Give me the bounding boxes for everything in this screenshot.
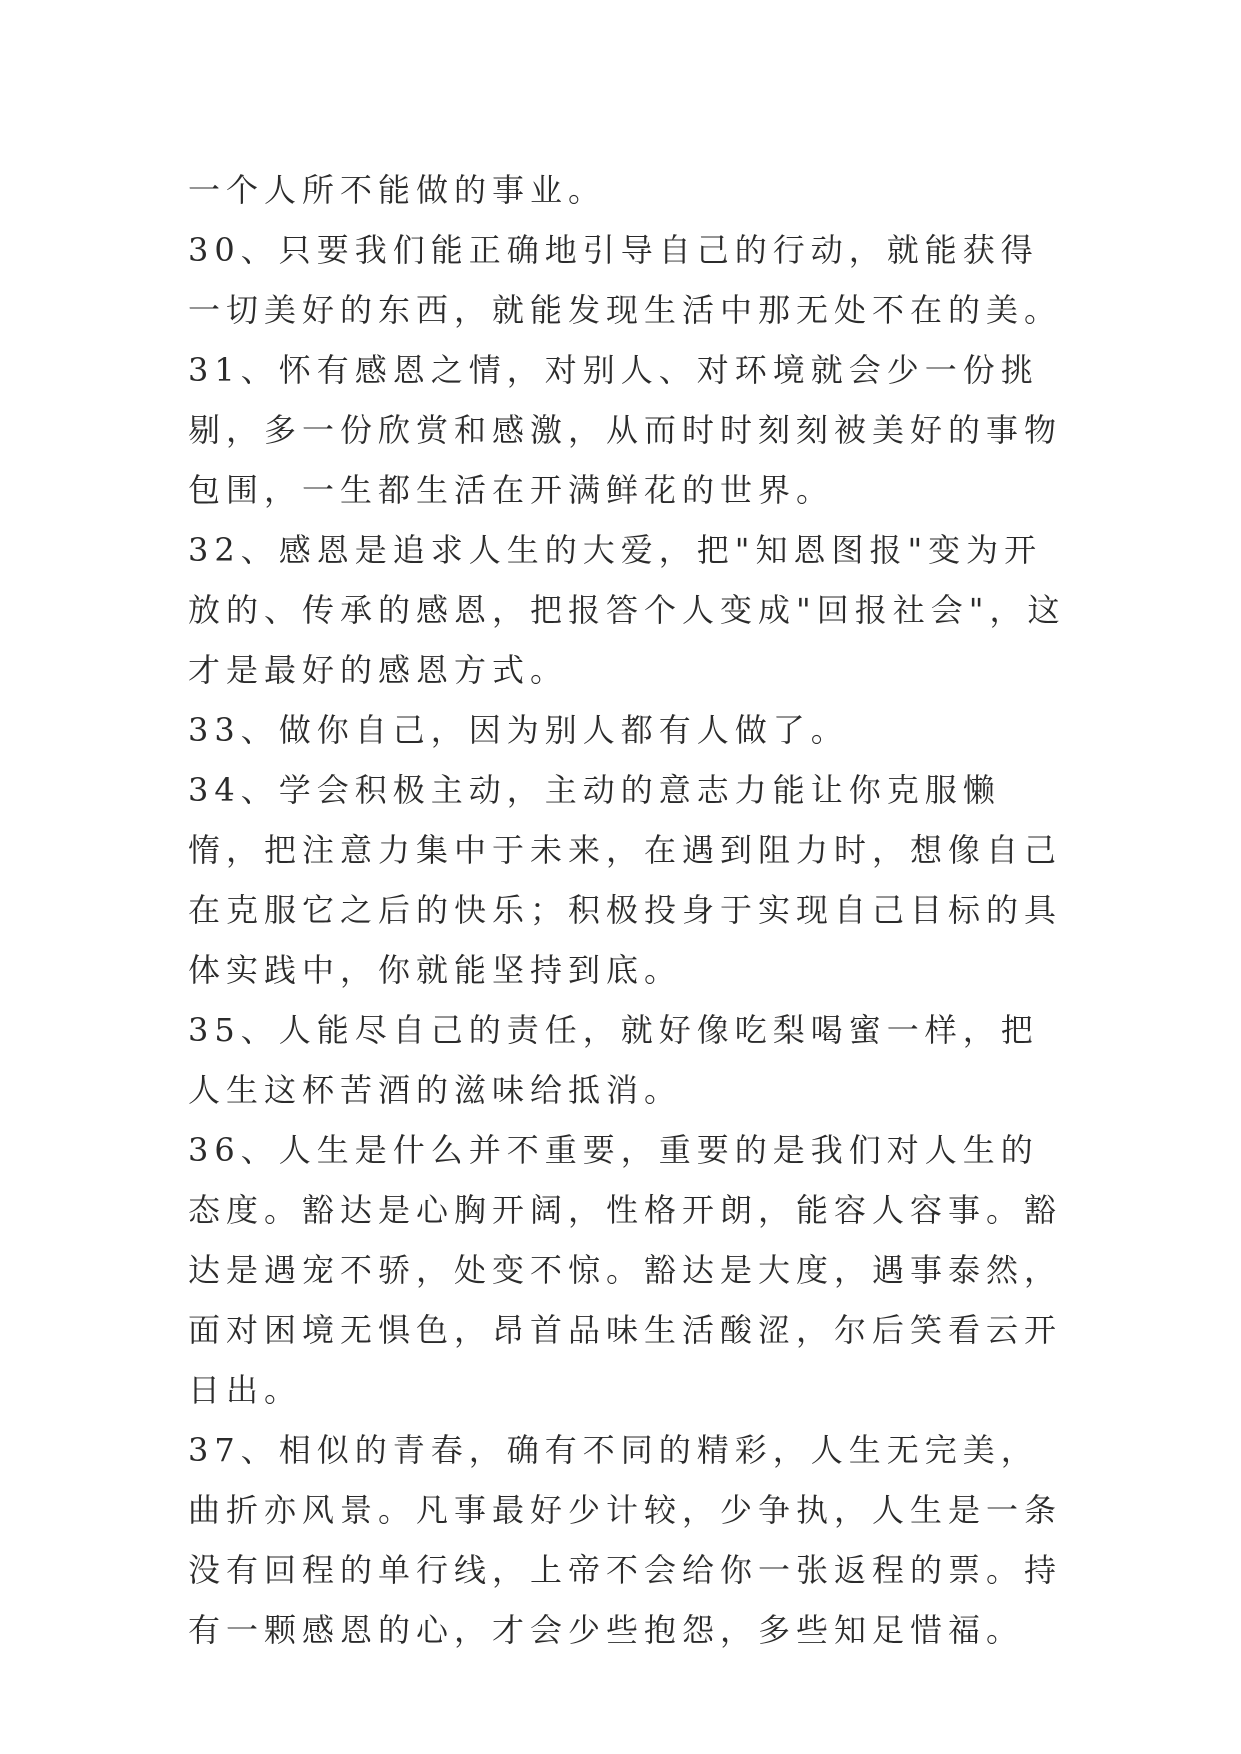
paragraph-continuation: 一个人所不能做的事业。 [188, 171, 607, 209]
paragraph-35: 35、人能尽自己的责任，就好像吃梨喝蜜一样，把人生这杯苦酒的滋味给抵消。 [188, 1011, 1039, 1109]
paragraph-36: 36、人生是什么并不重要，重要的是我们对人生的态度。豁达是心胸开阔，性格开朗，能容人容事。豁达是遇宠不骄，处变不惊。豁达是大度，遇事泰然，面对困境无惧色，昂首品味生活酸涩，尔后笑看云开日出。 [188, 1131, 1063, 1409]
paragraph-32: 32、感恩是追求人生的大爱，把"知恩图报"变为开放的、传承的感恩，把报答个人变成"回报社会"，这才是最好的感恩方式。 [188, 531, 1066, 689]
paragraph-37: 37、相似的青春，确有不同的精彩，人生无完美，曲折亦风景。凡事最好少计较，少争执，人生是一条没有回程的单行线，上帝不会给你一张返程的票。持有一颗感恩的心，才会少些抱怨，多些知足惜福。 [188, 1431, 1063, 1649]
paragraph-30: 30、只要我们能正确地引导自己的行动，就能获得一切美好的东西，就能发现生活中那无处不在的美。 [188, 231, 1063, 329]
paragraph-34: 34、学会积极主动，主动的意志力能让你克服懒惰，把注意力集中于未来，在遇到阻力时，想像自己在克服它之后的快乐；积极投身于实现自己目标的具体实践中，你就能坚持到底。 [188, 771, 1063, 989]
paragraph-31: 31、怀有感恩之情，对别人、对环境就会少一份挑剔，多一份欣赏和感激，从而时时刻刻被美好的事物包围，一生都生活在开满鲜花的世界。 [188, 351, 1063, 509]
paragraph-33: 33、做你自己，因为别人都有人做了。 [188, 711, 849, 749]
document-body [188, 160, 1068, 1660]
